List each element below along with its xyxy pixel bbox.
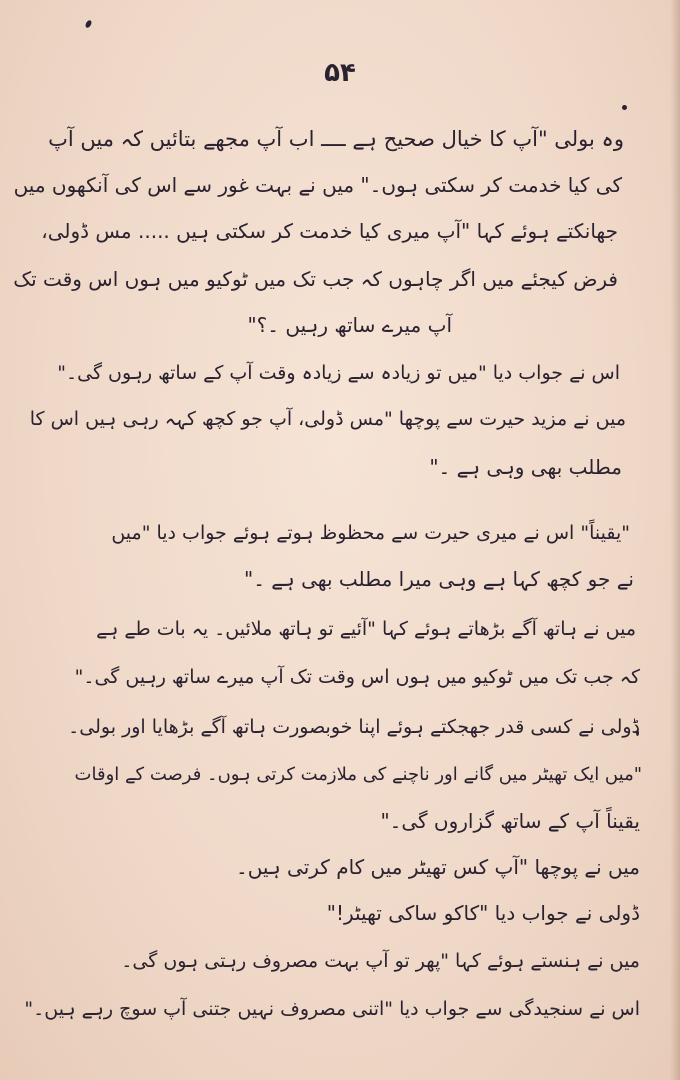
text-line: اس نے سنجیدگی سے جواب دیا "اتنی مصروف نہیں جتنی آپ سوچ رہے ہیں۔" bbox=[24, 998, 640, 1020]
text-line: یقیناً آپ کے ساتھ گزاروں گی۔" bbox=[380, 809, 640, 833]
text-line: وہ بولی "آپ کا خیال صحیح ہے ــــ اب آپ مجھے بتائیں کہ میں آپ bbox=[48, 127, 624, 151]
ink-speck bbox=[622, 105, 627, 110]
text-line: جھانکتے ہوئے کہا "آپ میری کیا خدمت کر سکتی ہیں ..... مس ڈولی، bbox=[41, 219, 618, 243]
text-line: میں نے پوچھا "آپ کس تھیٹر میں کام کرتی ہیں۔ bbox=[235, 855, 640, 879]
text-line: میں نے ہنستے ہوئے کہا "پھر تو آپ بہت مصروف رہتی ہوں گی۔ bbox=[121, 950, 640, 972]
text-line: اس نے جواب دیا "میں تو زیادہ سے زیادہ وقت آپ کے ساتھ رہوں گی۔" bbox=[57, 362, 620, 384]
text-line: "یقیناً" اس نے میری حیرت سے محظوظ ہوتے ہوئے جواب دیا "میں bbox=[111, 522, 630, 544]
ink-speck bbox=[84, 19, 92, 28]
text-line: میں نے ہاتھ آگے بڑھاتے ہوئے کہا "آئیے تو ہاتھ ملائیں۔ یہ بات طے ہے bbox=[96, 618, 636, 640]
text-line: "میں ایک تھیٹر میں گانے اور ناچنے کی ملازمت کرتی ہوں۔ فرصت کے اوقات bbox=[74, 764, 642, 785]
text-line: فرض کیجئے میں اگر چاہوں کہ جب تک میں ٹوکیو میں ہوں اس وقت تک bbox=[13, 267, 618, 291]
text-line: آپ میرے ساتھ رہیں ۔؟" bbox=[247, 313, 452, 337]
text-line: ڈولی نے جواب دیا "کاکو ساکی تھیٹر!" bbox=[326, 901, 640, 925]
text-line: کی کیا خدمت کر سکتی ہوں۔" میں نے بہت غور سے اس کی آنکھوں میں bbox=[13, 173, 622, 197]
text-line: مطلب بھی وہی ہے ۔" bbox=[429, 455, 622, 479]
page-number: ۵۴ bbox=[324, 58, 356, 88]
page-edge-shadow bbox=[670, 0, 680, 1080]
text-line: نے جو کچھ کہا ہے وہی میرا مطلب بھی ہے ۔" bbox=[244, 567, 634, 591]
text-line: ڈولی نے کسی قدر جھجکتے ہوئے اپنا خوبصورت ہاتھ آگے بڑھایا اور بولی۔ bbox=[68, 716, 640, 738]
text-line: کہ جب تک میں ٹوکیو میں ہوں اس وقت تک آپ میرے ساتھ رہیں گی۔" bbox=[74, 666, 640, 688]
text-line: میں نے مزید حیرت سے پوچھا "مس ڈولی، آپ جو کچھ کہہ رہی ہیں اس کا bbox=[29, 408, 626, 430]
